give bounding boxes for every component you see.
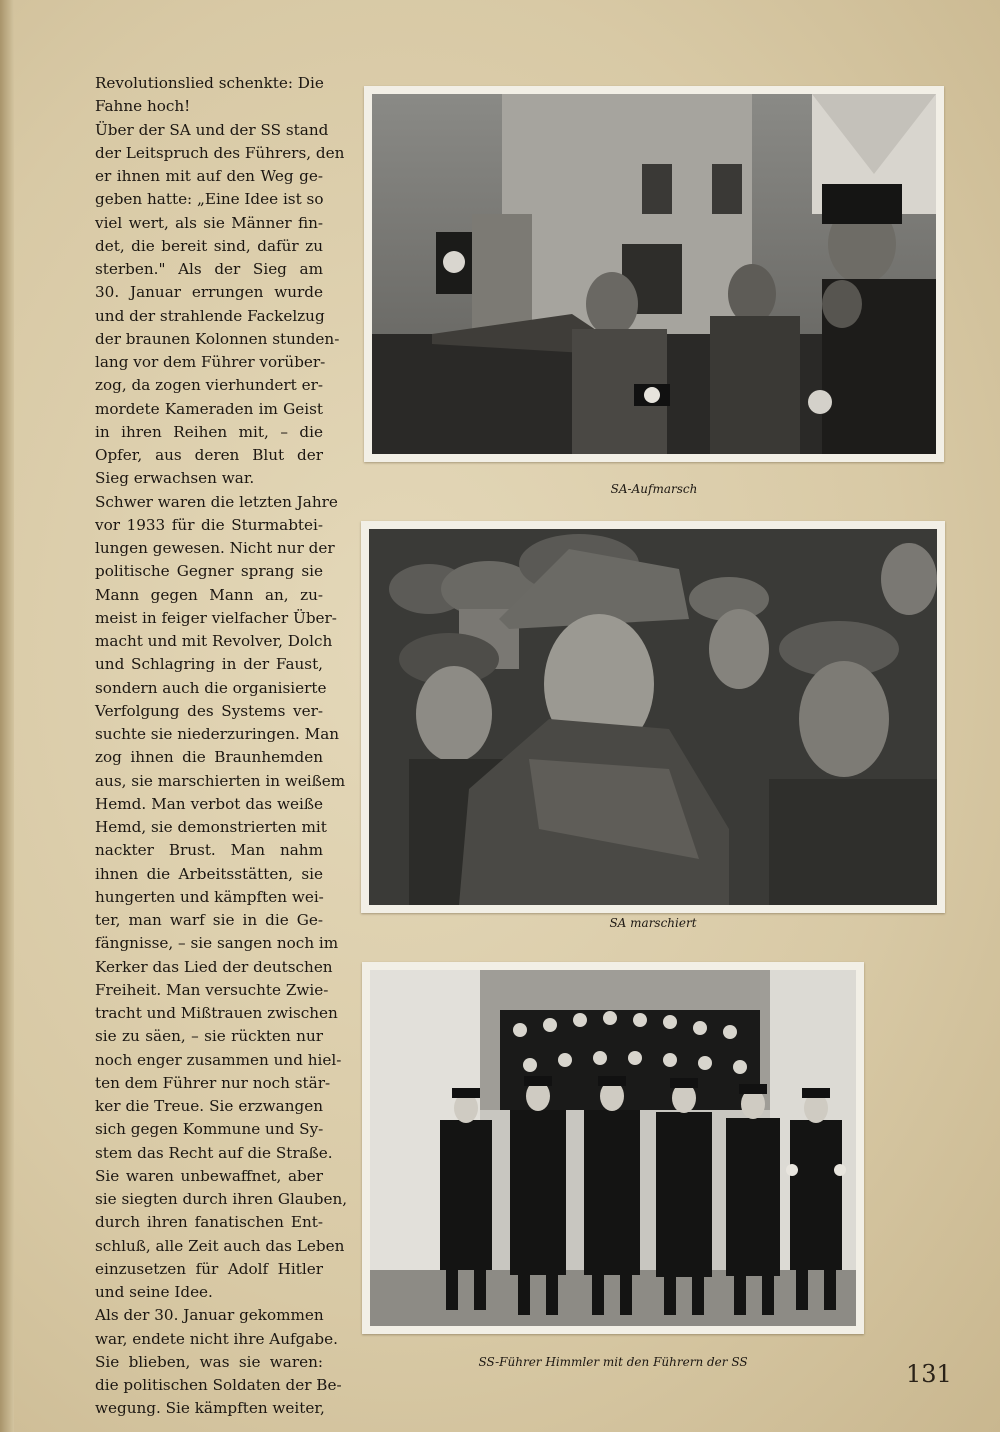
photo-sa-marching-image: [369, 529, 937, 905]
text-line: der braunen Kolonnen stunden-: [95, 329, 340, 348]
text-line: Opfer, aus deren Blut der: [95, 446, 323, 464]
text-line: Sie waren unbewaffnet, aber: [95, 1166, 323, 1185]
text-line: ker die Treue. Sie erzwangen: [95, 1097, 323, 1115]
text-line: Sieg erwachsen war.: [95, 469, 255, 488]
text-line: geben hatte: „Eine Idee ist so: [95, 190, 324, 209]
text-line: lang vor dem Führer vorüber-: [95, 353, 326, 371]
text-line: aus, sie marschierten in weißem: [95, 771, 346, 790]
text-line: sich gegen Kommune und Sy-: [95, 1120, 324, 1139]
text-line: hungerten und kämpften wei-: [95, 887, 324, 906]
photo-ss-leaders: [362, 962, 864, 1334]
text-line: Kerker das Lied der deutschen: [95, 957, 333, 976]
photo-sa-rally-caption: SA-Aufmarsch: [610, 482, 698, 496]
text-line: Hemd, sie demonstrierten mit: [95, 818, 327, 836]
text-line: Mann gegen Mann an, zu-: [95, 585, 323, 604]
text-line: lungen gewesen. Nicht nur der: [95, 539, 335, 557]
text-line: ihnen die Arbeitsstätten, sie: [95, 864, 323, 883]
text-line: die politischen Soldaten der Be-: [95, 1376, 342, 1394]
photo-sa-marching-caption: SA marschiert: [609, 916, 697, 930]
text-line: suchte sie niederzuringen. Man: [95, 725, 340, 743]
text-line: durch ihren fanatischen Ent-: [95, 1213, 323, 1232]
text-line: der Leitspruch des Führers, den: [95, 143, 345, 162]
binding-edge: [0, 0, 14, 1432]
text-line: viel wert, als sie Männer fin-: [95, 213, 323, 232]
text-line: war, endete nicht ihre Aufgabe.: [95, 1329, 338, 1348]
text-line: ter, man warf sie in die Ge-: [95, 911, 323, 929]
text-line: einzusetzen für Adolf Hitler: [95, 1259, 323, 1278]
text-line: zog, da zogen vierhundert er-: [95, 376, 323, 395]
photo-sa-marching: [361, 521, 945, 913]
text-line: sondern auch die organisierte: [95, 678, 327, 697]
text-line: schluß, alle Zeit auch das Leben: [95, 1236, 345, 1255]
photo-ss-leaders-image: [370, 970, 856, 1326]
photo-sa-rally: [364, 86, 944, 462]
text-line: Verfolgung des Systems ver-: [95, 701, 323, 720]
text-line: Über der SA und der SS stand: [95, 120, 329, 139]
text-line: Sie blieben, was sie waren:: [95, 1352, 323, 1371]
text-line: und der strahlende Fackelzug: [95, 306, 325, 325]
text-line: fängnisse, – sie sangen noch im: [95, 934, 339, 953]
text-line: stem das Recht auf die Straße.: [95, 1143, 333, 1162]
text-line: meist in feiger vielfacher Über-: [95, 608, 337, 627]
text-line: Fahne hoch!: [95, 97, 191, 116]
text-line: zog ihnen die Braunhemden: [95, 748, 323, 767]
text-line: det, die bereit sind, dafür zu: [95, 236, 323, 255]
text-line: in ihren Reihen mit, – die: [95, 422, 323, 441]
text-line: und Schlagring in der Faust,: [95, 655, 323, 674]
text-line: tracht und Mißtrauen zwischen: [95, 1004, 338, 1022]
text-line: mordete Kameraden im Geist: [95, 399, 323, 418]
text-line: macht und mit Revolver, Dolch: [95, 632, 333, 650]
text-line: sie siegten durch ihren Glauben,: [95, 1190, 348, 1208]
photo-ss-leaders-caption: SS-Führer Himmler mit den Führern der SS: [478, 1355, 748, 1369]
text-line: noch enger zusammen und hiel-: [95, 1050, 342, 1069]
text-line: sterben." Als der Sieg am: [95, 260, 323, 278]
text-line: sie zu säen, – sie rückten nur: [95, 1027, 323, 1046]
text-line: wegung. Sie kämpften weiter,: [95, 1399, 325, 1418]
text-line: Hemd. Man verbot das weiße: [95, 794, 323, 813]
text-line: nackter Brust. Man nahm: [95, 841, 323, 860]
text-line: er ihnen mit auf den Weg ge-: [95, 167, 323, 185]
text-line: Revolutionslied schenkte: Die: [95, 74, 324, 92]
text-line: vor 1933 für die Sturmabtei-: [95, 515, 323, 534]
text-line: Schwer waren die letzten Jahre: [95, 492, 338, 511]
body-text-column: [95, 72, 348, 1421]
text-line: Als der 30. Januar gekommen: [95, 1306, 324, 1325]
text-line: und seine Idee.: [95, 1283, 213, 1301]
text-line: politische Gegner sprang sie: [95, 562, 323, 581]
page-number: 131: [906, 1360, 952, 1388]
text-line: ten dem Führer nur noch stär-: [95, 1073, 331, 1092]
text-line: 30. Januar errungen wurde: [95, 283, 323, 302]
text-line: Freiheit. Man versuchte Zwie-: [95, 980, 329, 999]
photo-sa-rally-image: [372, 94, 936, 454]
